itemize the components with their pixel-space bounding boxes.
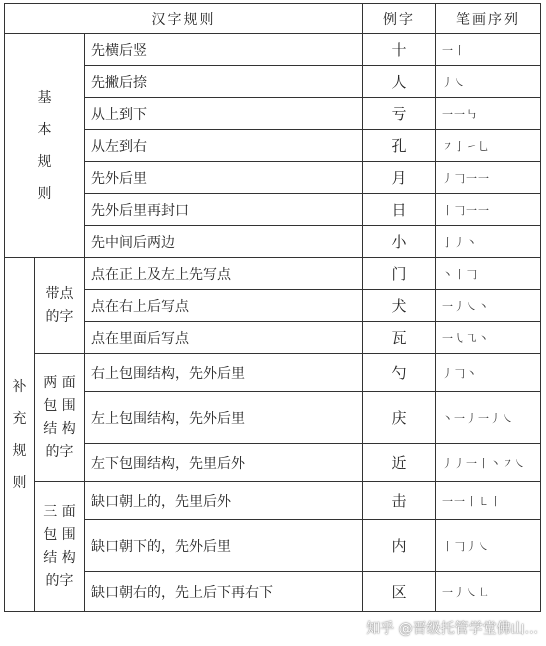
example-char: 区	[363, 572, 436, 612]
table-row	[5, 226, 541, 258]
stroke-sequence: 丿𠃌一一	[436, 162, 541, 194]
rule-text: 点在里面后写点	[85, 322, 363, 354]
stroke-order-table	[4, 3, 541, 612]
example-char: 十	[363, 34, 436, 66]
stroke-sequence: 丿㇏	[436, 66, 541, 98]
example-char: 勺	[363, 354, 436, 392]
header-strokes: 笔画序列	[436, 4, 541, 34]
rule-text: 缺口朝上的，先里后外	[85, 482, 363, 520]
stroke-sequence: 丨𠃌一一	[436, 194, 541, 226]
table-row	[5, 392, 541, 444]
supplement-rules-label: 补 充 规 则	[5, 258, 35, 612]
table-row	[5, 572, 541, 612]
stroke-sequence: 丨𠃌丿㇏	[436, 520, 541, 572]
example-char: 亏	[363, 98, 436, 130]
table-row	[5, 130, 541, 162]
stroke-sequence: 丶一丿一丿㇏	[436, 392, 541, 444]
example-char: 孔	[363, 130, 436, 162]
watermark: 知乎 @晋级托管学堂佛山...	[366, 621, 538, 637]
stroke-sequence: ㇇亅㇀乚	[436, 130, 541, 162]
stroke-sequence: 一㇂㇈丶	[436, 322, 541, 354]
example-char: 人	[363, 66, 436, 98]
stroke-sequence: 一一㇉	[436, 98, 541, 130]
rule-text: 先中间后两边	[85, 226, 363, 258]
rule-text: 先横后竖	[85, 34, 363, 66]
rule-text: 先撇后捺	[85, 66, 363, 98]
rule-text: 缺口朝右的，先上后下再右下	[85, 572, 363, 612]
header-example: 例字	[363, 4, 436, 34]
table-row	[5, 482, 541, 520]
table-row	[5, 194, 541, 226]
rule-text: 右上包围结构，先外后里	[85, 354, 363, 392]
rule-text: 先外后里再封口	[85, 194, 363, 226]
table-row	[5, 354, 541, 392]
example-char: 近	[363, 444, 436, 482]
stroke-sequence: 亅丿丶	[436, 226, 541, 258]
group-label-two-side: 两 面 包 围 结 构 的字	[35, 354, 85, 482]
table-row	[5, 162, 541, 194]
rule-text: 先外后里	[85, 162, 363, 194]
stroke-sequence: 一丿㇏㇗	[436, 572, 541, 612]
stroke-sequence: 一丨	[436, 34, 541, 66]
example-char: 月	[363, 162, 436, 194]
rule-text: 从上到下	[85, 98, 363, 130]
example-char: 击	[363, 482, 436, 520]
basic-rules-label: 基 本 规 则	[5, 34, 85, 258]
stroke-sequence: 丿𠃌丶	[436, 354, 541, 392]
group-label-three-side: 三 面 包 围 结 构 的字	[35, 482, 85, 612]
example-char: 小	[363, 226, 436, 258]
group-label-dot: 带点 的字	[35, 258, 85, 354]
table-row	[5, 290, 541, 322]
table-row	[5, 34, 541, 66]
stroke-sequence: 一丿㇏丶	[436, 290, 541, 322]
rule-text: 点在正上及左上先写点	[85, 258, 363, 290]
example-char: 瓦	[363, 322, 436, 354]
table-row	[5, 322, 541, 354]
header-rules: 汉字规则	[5, 4, 363, 34]
example-char: 门	[363, 258, 436, 290]
table-row	[5, 66, 541, 98]
example-char: 庆	[363, 392, 436, 444]
rule-text: 点在右上后写点	[85, 290, 363, 322]
table-row	[5, 444, 541, 482]
table-row	[5, 98, 541, 130]
stroke-sequence: 一一丨㇄丨	[436, 482, 541, 520]
table-row	[5, 258, 541, 290]
example-char: 犬	[363, 290, 436, 322]
stroke-sequence: 丶丨𠃌	[436, 258, 541, 290]
rule-text: 从左到右	[85, 130, 363, 162]
rule-text: 左上包围结构，先外后里	[85, 392, 363, 444]
example-char: 内	[363, 520, 436, 572]
rule-text: 左下包围结构，先里后外	[85, 444, 363, 482]
rule-text: 缺口朝下的，先外后里	[85, 520, 363, 572]
example-char: 日	[363, 194, 436, 226]
table-row	[5, 520, 541, 572]
header-row	[5, 4, 541, 34]
stroke-sequence: 丿丿一丨丶㇇㇏	[436, 444, 541, 482]
